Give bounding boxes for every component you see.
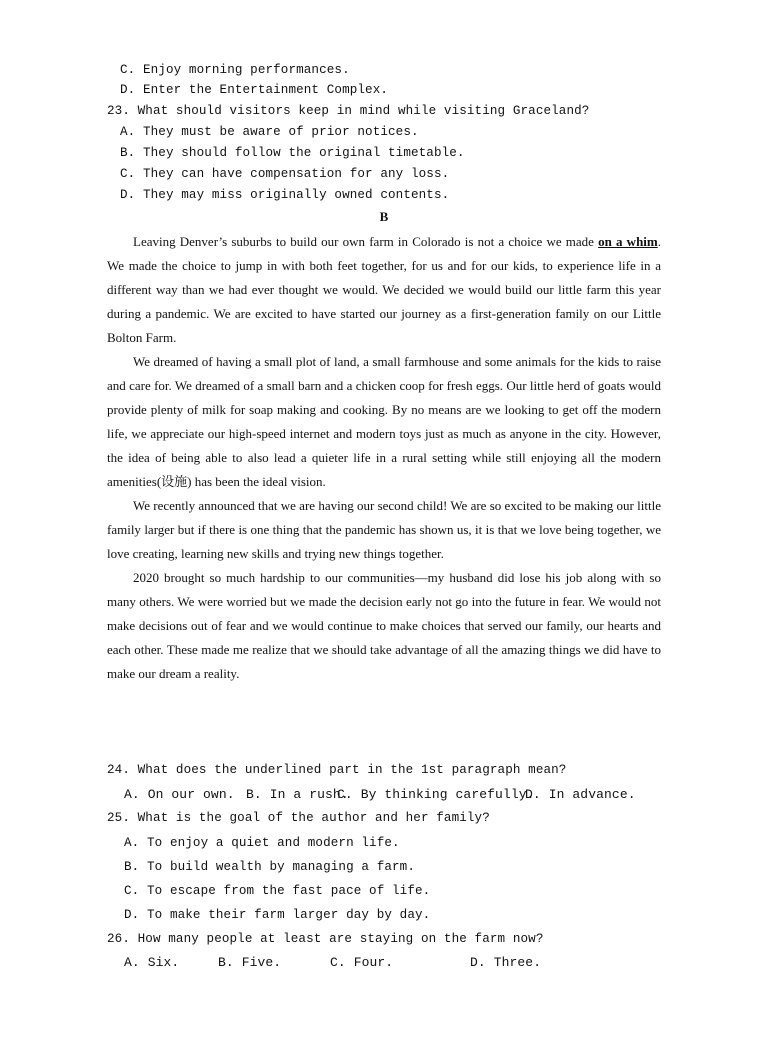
passage-paragraph-2: We dreamed of having a small plot of land, a small farmhouse and some animals for the kids to raise and care for. We dreamed of a small barn and a chicken coop for fresh eggs. Our little herd of goats would provide plenty of milk for soap making and cooking. By no means are we looking to get off the modern life, we appreciate our high-speed internet and modern toys just as much as anyone in the city. However, the idea of being able to also lead a quieter life in a rural setting while still enjoying all the modern amenities(设施) has been the ideal vision. [107,354,661,489]
prev-option-d: D. Enter the Entertainment Complex. [120,83,389,97]
prev-option-c: C. Enjoy morning performances. [120,63,350,77]
question-23-option-c: C. They can have compensation for any loss. [120,167,450,181]
question-24-option-b: B. In a rush. [246,787,349,802]
question-26-stem: 26. How many people at least are staying on the farm now? [107,932,544,946]
section-heading: B [379,209,389,224]
question-26-option-c: C. Four. [330,955,394,970]
paragraph-1-text-end: . We made the choice to jump in with both feet together, for us and for our kids, to experience life in a different way than we had ever thought we would. We decided we would build our little farm this year during a pandemic. We are excited to have started our journey as a first-generation family on our Little Bolton Farm. [107,234,661,345]
question-23-stem: 23. What should visitors keep in mind while visiting Graceland? [107,104,590,118]
question-26-option-d: D. Three. [470,955,542,970]
question-24-options [124,786,636,804]
question-25-option-b: B. To build wealth by managing a farm. [124,860,415,874]
underlined-phrase: on a whim [598,234,658,249]
question-23-option-b: B. They should follow the original timetable. [120,146,465,160]
reading-passage [107,230,661,686]
paragraph-1-text-start: Leaving Denver’s suburbs to build our own farm in Colorado is not a choice we made [133,234,599,249]
question-25-option-a: A. To enjoy a quiet and modern life. [124,836,400,850]
question-23-option-d: D. They may miss originally owned contents. [120,188,450,202]
question-24-stem: 24. What does the underlined part in the 1st paragraph mean? [107,763,567,777]
passage-paragraph-4: 2020 brought so much hardship to our communities—my husband did lose his job along with so many others. We were worried but we made the decision early not go into the future in fear. We would not make decisions out of fear and we would continue to make choices that served our family, our hearts and each other. These made me realize that we should take advantage of all the amazing things we did have to make our dream a reality. [107,570,661,681]
question-23-option-a: A. They must be aware of prior notices. [120,125,419,139]
question-25-option-c: C. To escape from the fast pace of life. [124,884,431,898]
question-25-stem: 25. What is the goal of the author and her family? [107,811,490,825]
passage-paragraph-3: We recently announced that we are having our second child! We are so excited to be making our little family larger but if there is one thing that the pandemic has shown us, it is that we love being together, we love creating, learning new skills and trying new things together. [107,498,661,561]
passage-paragraph-1 [107,230,661,350]
question-24-option-a: A. On our own. [124,787,235,802]
question-24-option-d: D. In advance. [525,787,636,802]
question-26-option-a: A. Six. [124,955,180,970]
question-26-options [124,954,541,972]
question-26-option-b: B. Five. [218,955,282,970]
question-24-option-c: C. By thinking carefully. [337,787,535,802]
question-25-option-d: D. To make their farm larger day by day. [124,908,431,922]
